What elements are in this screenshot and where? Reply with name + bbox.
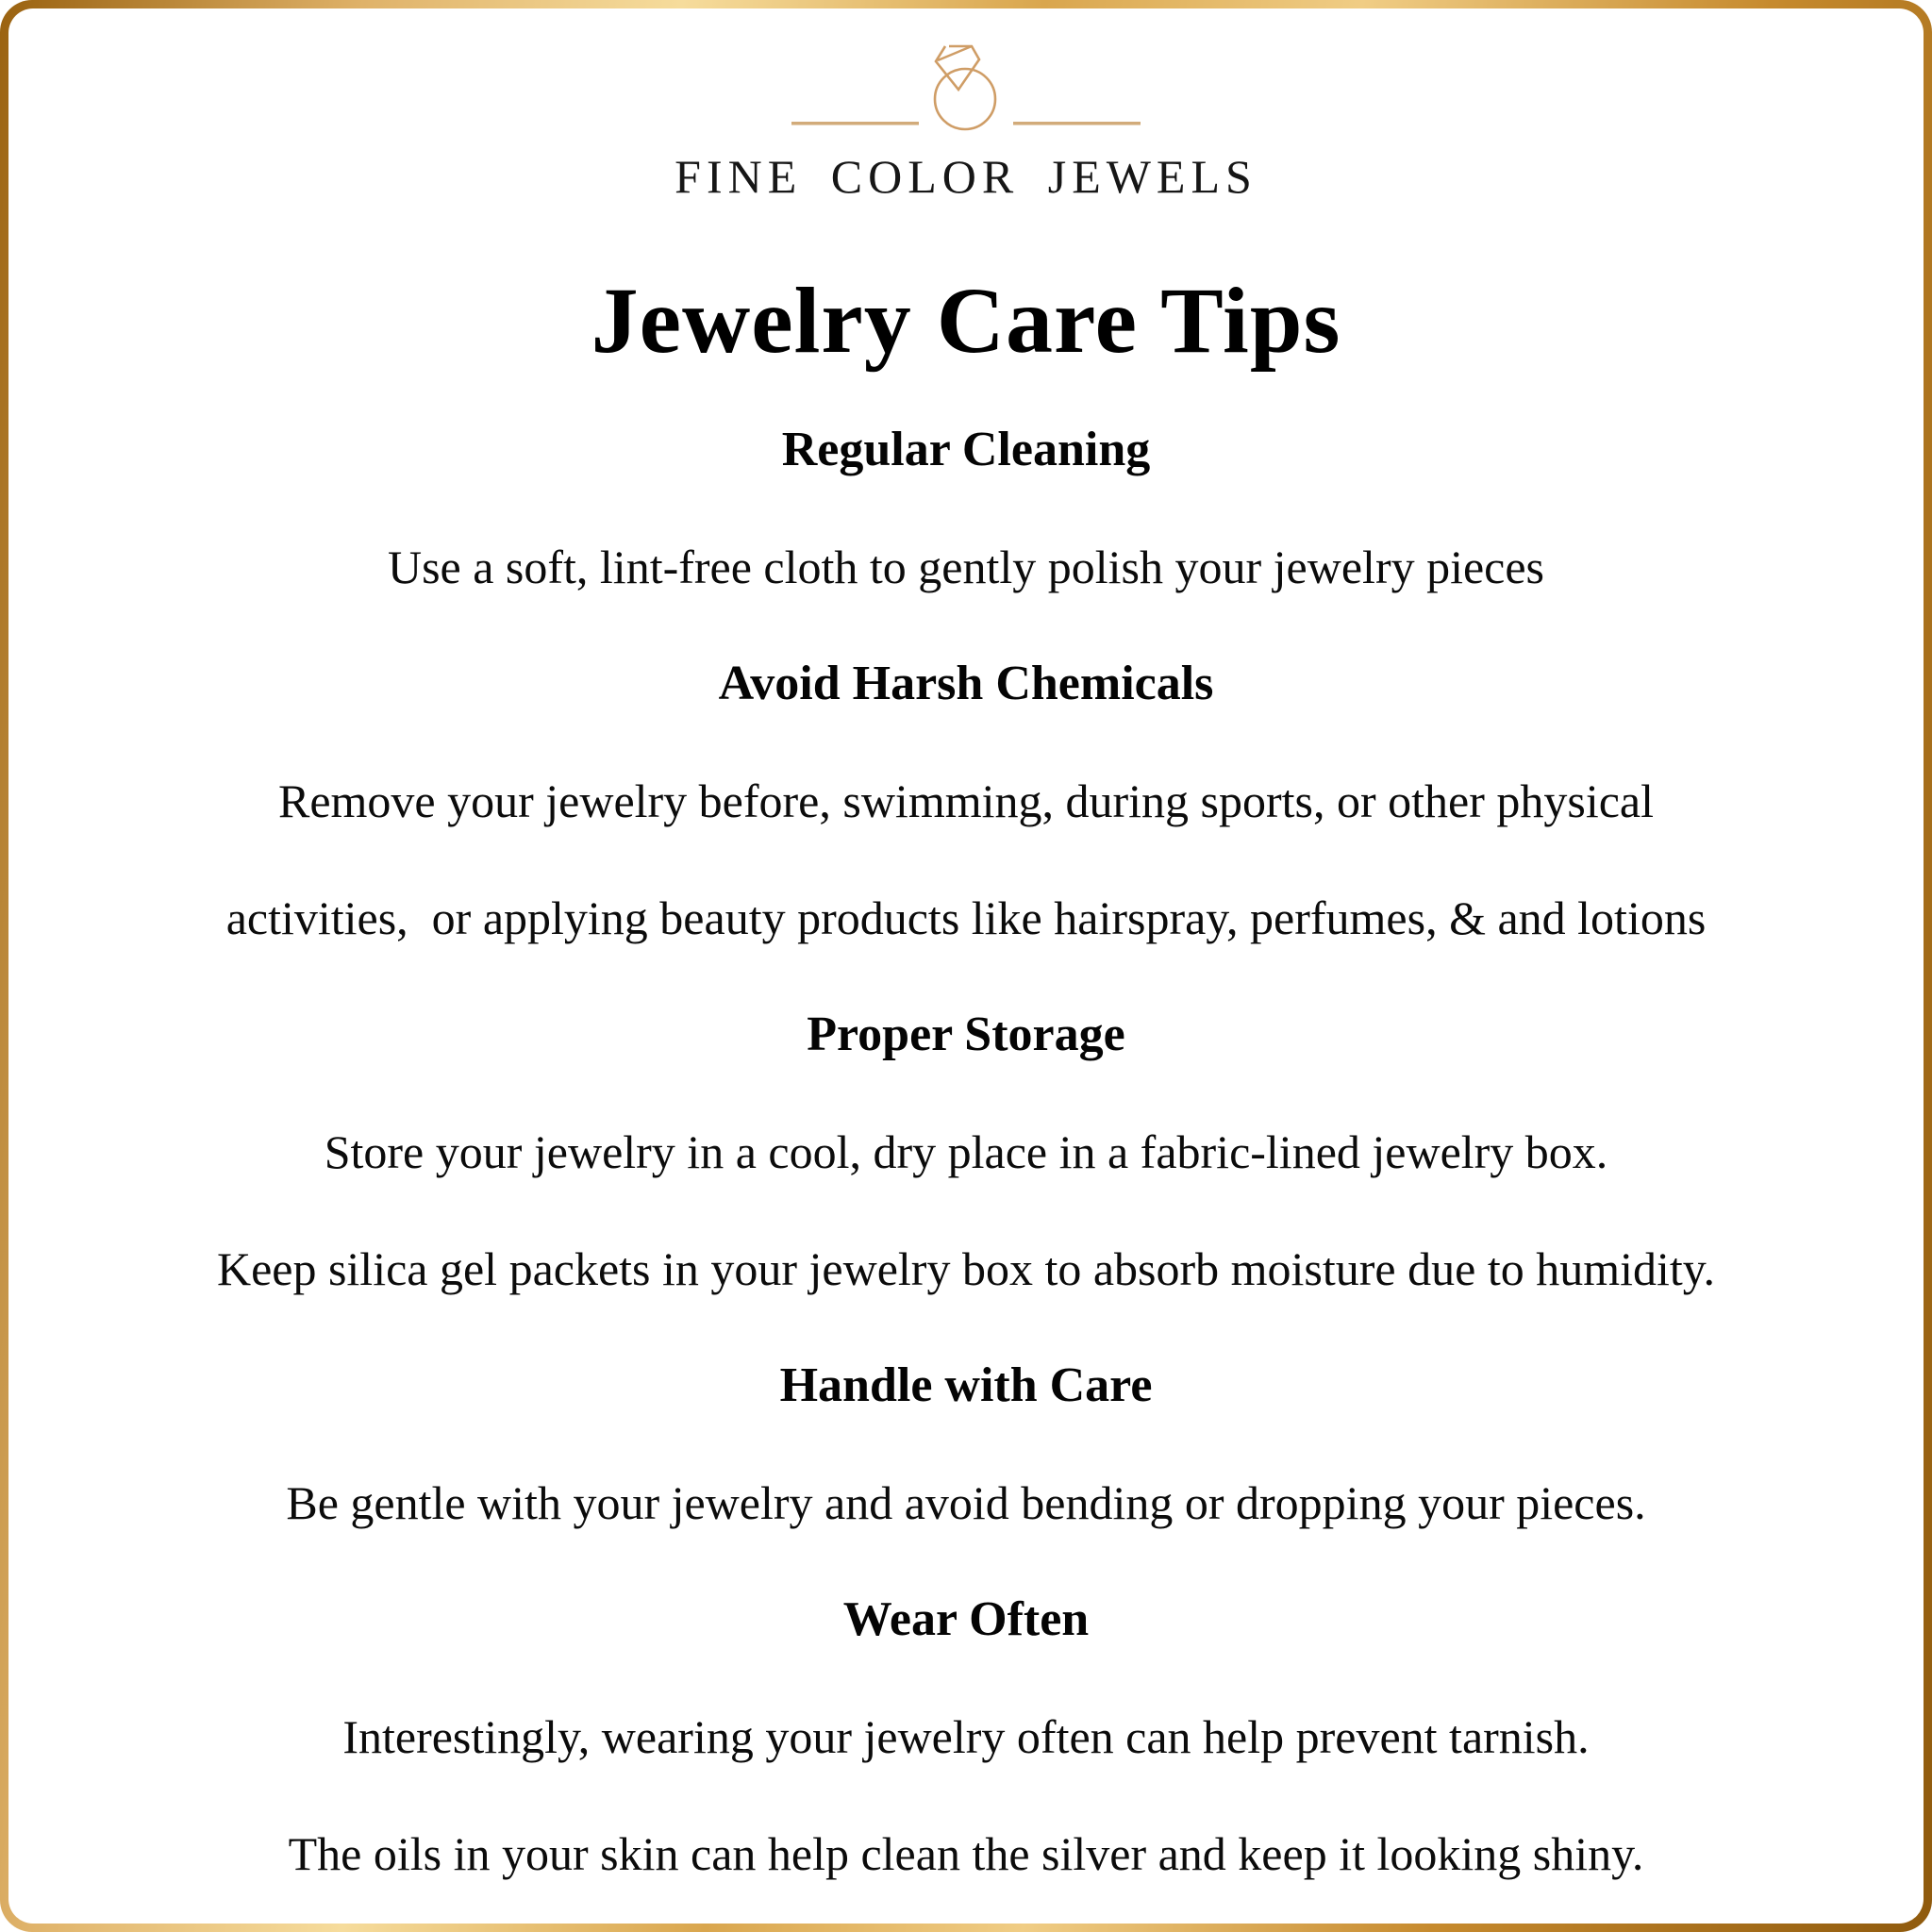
care-tip-line: Keep silica gel packets in your jewelry box to absorb moisture due to humidity. [216, 1242, 1716, 1295]
right-divider-line [1013, 122, 1141, 125]
section-heading-handle-with-care: Handle with Care [779, 1358, 1153, 1412]
care-tip-line: Remove your jewelry before, swimming, during sports, or other physical [277, 774, 1655, 827]
care-tip-line: activities, or applying beauty products like hairspray, perfumes, & and lotions [225, 891, 1707, 944]
diamond-ring-logo-icon [777, 41, 1155, 135]
section-heading-wear-often: Wear Often [842, 1592, 1090, 1646]
section-heading-avoid-harsh-chemicals: Avoid Harsh Chemicals [718, 657, 1214, 710]
section-heading-regular-cleaning: Regular Cleaning [781, 423, 1151, 476]
jewelry-care-card [8, 8, 1924, 1924]
brand-name: FINE COLOR JEWELS [675, 150, 1257, 203]
left-divider-line [791, 122, 919, 125]
care-tip-line: Use a soft, lint-free cloth to gently polish your jewelry pieces [387, 541, 1545, 593]
care-tip-line: Interestingly, wearing your jewelry often can help prevent tarnish. [342, 1710, 1590, 1763]
tips-list [46, 391, 1886, 1912]
page-title: Jewelry Care Tips [591, 268, 1341, 373]
care-tip-line: Be gentle with your jewelry and avoid bending or dropping your pieces. [286, 1476, 1646, 1529]
care-tip-line: The oils in your skin can help clean the silver and keep it looking shiny. [288, 1827, 1644, 1880]
care-tip-line: Store your jewelry in a cool, dry place in a fabric-lined jewelry box. [324, 1125, 1608, 1178]
section-heading-proper-storage: Proper Storage [807, 1008, 1125, 1061]
